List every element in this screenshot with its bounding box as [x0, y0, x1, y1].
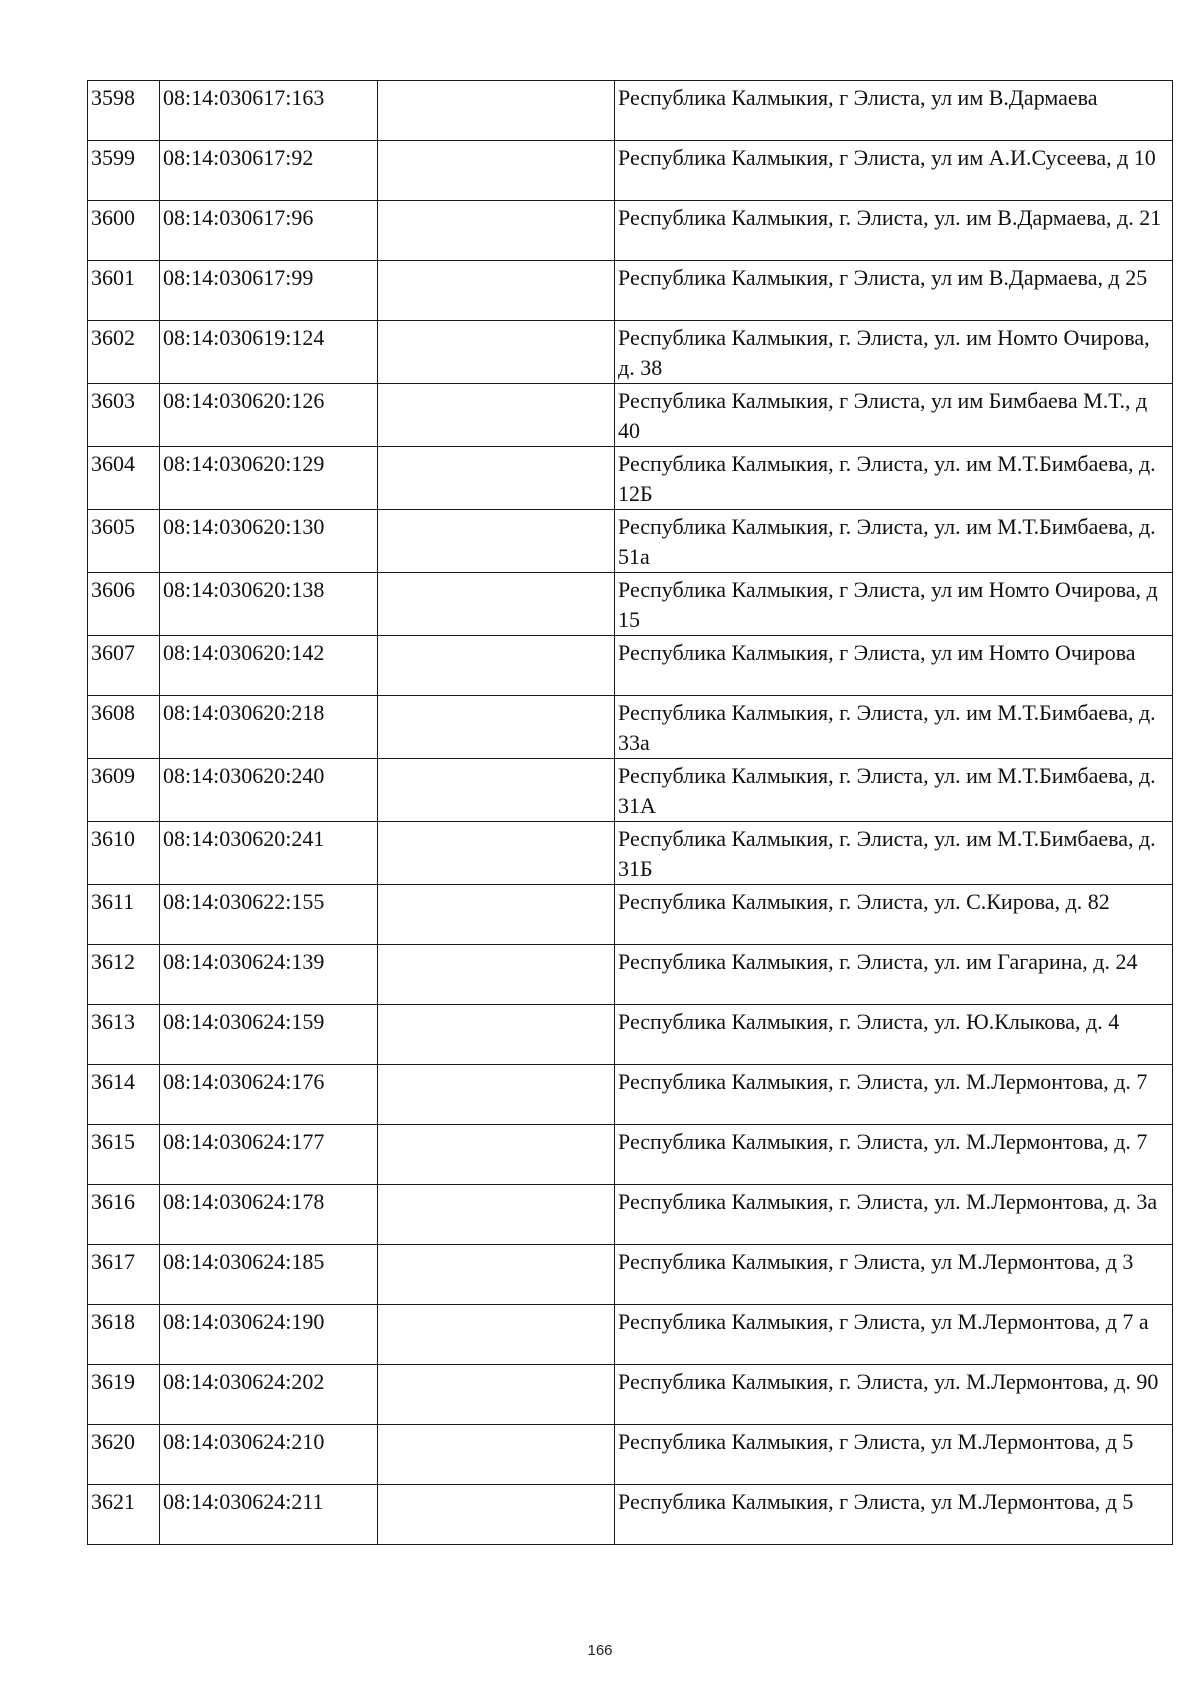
table-row	[88, 822, 1173, 885]
empty-cell	[378, 447, 615, 510]
cadastral-number-cell: 08:14:030620:129	[160, 447, 378, 510]
row-number-cell: 3599	[88, 141, 160, 201]
table-row	[88, 201, 1173, 261]
cadastral-number-cell: 08:14:030624:178	[160, 1185, 378, 1245]
cadastral-number-cell: 08:14:030622:155	[160, 885, 378, 945]
empty-cell	[378, 1005, 615, 1065]
empty-cell	[378, 201, 615, 261]
address-cell: Республика Калмыкия, г. Элиста, ул. им Гагарина, д. 24	[615, 945, 1173, 1005]
cadastral-number-cell: 08:14:030620:218	[160, 696, 378, 759]
cadastral-number-cell: 08:14:030620:126	[160, 384, 378, 447]
row-number-cell: 3614	[88, 1065, 160, 1125]
address-cell: Республика Калмыкия, г Элиста, ул им А.И.Сусеева, д 10	[615, 141, 1173, 201]
table-row	[88, 447, 1173, 510]
row-number-cell: 3609	[88, 759, 160, 822]
table-row	[88, 696, 1173, 759]
empty-cell	[378, 696, 615, 759]
address-cell: Республика Калмыкия, г. Элиста, ул. им М.Т.Бимбаева, д. 31Б	[615, 822, 1173, 885]
table-row	[88, 321, 1173, 384]
cadastral-number-cell: 08:14:030620:240	[160, 759, 378, 822]
address-cell: Республика Калмыкия, г Элиста, ул им Бимбаева М.Т., д 40	[615, 384, 1173, 447]
address-cell: Республика Калмыкия, г Элиста, ул М.Лермонтова, д 5	[615, 1485, 1173, 1545]
table-row	[88, 885, 1173, 945]
empty-cell	[378, 945, 615, 1005]
address-cell: Республика Калмыкия, г. Элиста, ул. им М.Т.Бимбаева, д. 31А	[615, 759, 1173, 822]
address-cell: Республика Калмыкия, г. Элиста, ул. им М.Т.Бимбаева, д. 33а	[615, 696, 1173, 759]
address-cell: Республика Калмыкия, г Элиста, ул М.Лермонтова, д 5	[615, 1425, 1173, 1485]
address-cell: Республика Калмыкия, г. Элиста, ул. им Номто Очирова, д. 38	[615, 321, 1173, 384]
address-cell: Республика Калмыкия, г. Элиста, ул. М.Лермонтова, д. 7	[615, 1125, 1173, 1185]
table-row	[88, 384, 1173, 447]
empty-cell	[378, 510, 615, 573]
row-number-cell: 3608	[88, 696, 160, 759]
empty-cell	[378, 885, 615, 945]
address-cell: Республика Калмыкия, г. Элиста, ул. им М.Т.Бимбаева, д. 51а	[615, 510, 1173, 573]
table-row	[88, 1005, 1173, 1065]
address-cell: Республика Калмыкия, г. Элиста, ул. М.Лермонтова, д. 90	[615, 1365, 1173, 1425]
address-cell: Республика Калмыкия, г Элиста, ул им Номто Очирова, д 15	[615, 573, 1173, 636]
empty-cell	[378, 141, 615, 201]
row-number-cell: 3611	[88, 885, 160, 945]
empty-cell	[378, 81, 615, 141]
empty-cell	[378, 261, 615, 321]
row-number-cell: 3618	[88, 1305, 160, 1365]
empty-cell	[378, 636, 615, 696]
address-cell: Республика Калмыкия, г Элиста, ул им В.Дармаева, д 25	[615, 261, 1173, 321]
table-row	[88, 573, 1173, 636]
row-number-cell: 3606	[88, 573, 160, 636]
address-cell: Республика Калмыкия, г. Элиста, ул. М.Лермонтова, д. 7	[615, 1065, 1173, 1125]
address-cell: Республика Калмыкия, г Элиста, ул им Номто Очирова	[615, 636, 1173, 696]
empty-cell	[378, 1245, 615, 1305]
cadastral-number-cell: 08:14:030620:138	[160, 573, 378, 636]
empty-cell	[378, 1185, 615, 1245]
cadastral-number-cell: 08:14:030624:185	[160, 1245, 378, 1305]
cadastral-number-cell: 08:14:030624:177	[160, 1125, 378, 1185]
row-number-cell: 3604	[88, 447, 160, 510]
table-row	[88, 510, 1173, 573]
row-number-cell: 3600	[88, 201, 160, 261]
address-cell: Республика Калмыкия, г Элиста, ул им В.Дармаева	[615, 81, 1173, 141]
cadastral-number-cell: 08:14:030620:241	[160, 822, 378, 885]
table-row	[88, 141, 1173, 201]
cadastral-number-cell: 08:14:030624:210	[160, 1425, 378, 1485]
row-number-cell: 3620	[88, 1425, 160, 1485]
empty-cell	[378, 321, 615, 384]
cadastral-number-cell: 08:14:030620:142	[160, 636, 378, 696]
table-body	[88, 81, 1173, 1545]
empty-cell	[378, 384, 615, 447]
property-registry-table	[87, 80, 1173, 1545]
cadastral-number-cell: 08:14:030620:130	[160, 510, 378, 573]
table-row	[88, 636, 1173, 696]
cadastral-number-cell: 08:14:030624:176	[160, 1065, 378, 1125]
empty-cell	[378, 822, 615, 885]
table-row	[88, 1125, 1173, 1185]
address-cell: Республика Калмыкия, г. Элиста, ул. им М.Т.Бимбаева, д. 12Б	[615, 447, 1173, 510]
table-row	[88, 81, 1173, 141]
empty-cell	[378, 1425, 615, 1485]
cadastral-number-cell: 08:14:030617:99	[160, 261, 378, 321]
page-number: 166	[587, 1642, 613, 1659]
address-cell: Республика Калмыкия, г. Элиста, ул. Ю.Клыкова, д. 4	[615, 1005, 1173, 1065]
table-row	[88, 1425, 1173, 1485]
cadastral-number-cell: 08:14:030624:190	[160, 1305, 378, 1365]
row-number-cell: 3612	[88, 945, 160, 1005]
row-number-cell: 3613	[88, 1005, 160, 1065]
row-number-cell: 3598	[88, 81, 160, 141]
empty-cell	[378, 1365, 615, 1425]
row-number-cell: 3601	[88, 261, 160, 321]
cadastral-number-cell: 08:14:030617:163	[160, 81, 378, 141]
cadastral-number-cell: 08:14:030624:211	[160, 1485, 378, 1545]
row-number-cell: 3603	[88, 384, 160, 447]
empty-cell	[378, 1125, 615, 1185]
address-cell: Республика Калмыкия, г. Элиста, ул. М.Лермонтова, д. 3а	[615, 1185, 1173, 1245]
row-number-cell: 3615	[88, 1125, 160, 1185]
row-number-cell: 3616	[88, 1185, 160, 1245]
row-number-cell: 3621	[88, 1485, 160, 1545]
table-row	[88, 261, 1173, 321]
table-row	[88, 1185, 1173, 1245]
cadastral-number-cell: 08:14:030624:139	[160, 945, 378, 1005]
cadastral-number-cell: 08:14:030619:124	[160, 321, 378, 384]
empty-cell	[378, 759, 615, 822]
address-cell: Республика Калмыкия, г. Элиста, ул. С.Кирова, д. 82	[615, 885, 1173, 945]
table-row	[88, 1365, 1173, 1425]
row-number-cell: 3610	[88, 822, 160, 885]
table-row	[88, 945, 1173, 1005]
table-row	[88, 1305, 1173, 1365]
empty-cell	[378, 573, 615, 636]
cadastral-number-cell: 08:14:030617:92	[160, 141, 378, 201]
address-cell: Республика Калмыкия, г Элиста, ул М.Лермонтова, д 3	[615, 1245, 1173, 1305]
table-row	[88, 759, 1173, 822]
row-number-cell: 3617	[88, 1245, 160, 1305]
row-number-cell: 3602	[88, 321, 160, 384]
cadastral-number-cell: 08:14:030617:96	[160, 201, 378, 261]
cadastral-number-cell: 08:14:030624:159	[160, 1005, 378, 1065]
row-number-cell: 3605	[88, 510, 160, 573]
row-number-cell: 3619	[88, 1365, 160, 1425]
empty-cell	[378, 1485, 615, 1545]
address-cell: Республика Калмыкия, г. Элиста, ул. им В.Дармаева, д. 21	[615, 201, 1173, 261]
empty-cell	[378, 1065, 615, 1125]
empty-cell	[378, 1305, 615, 1365]
row-number-cell: 3607	[88, 636, 160, 696]
table-row	[88, 1485, 1173, 1545]
table-row	[88, 1245, 1173, 1305]
cadastral-number-cell: 08:14:030624:202	[160, 1365, 378, 1425]
table-row	[88, 1065, 1173, 1125]
address-cell: Республика Калмыкия, г Элиста, ул М.Лермонтова, д 7 а	[615, 1305, 1173, 1365]
